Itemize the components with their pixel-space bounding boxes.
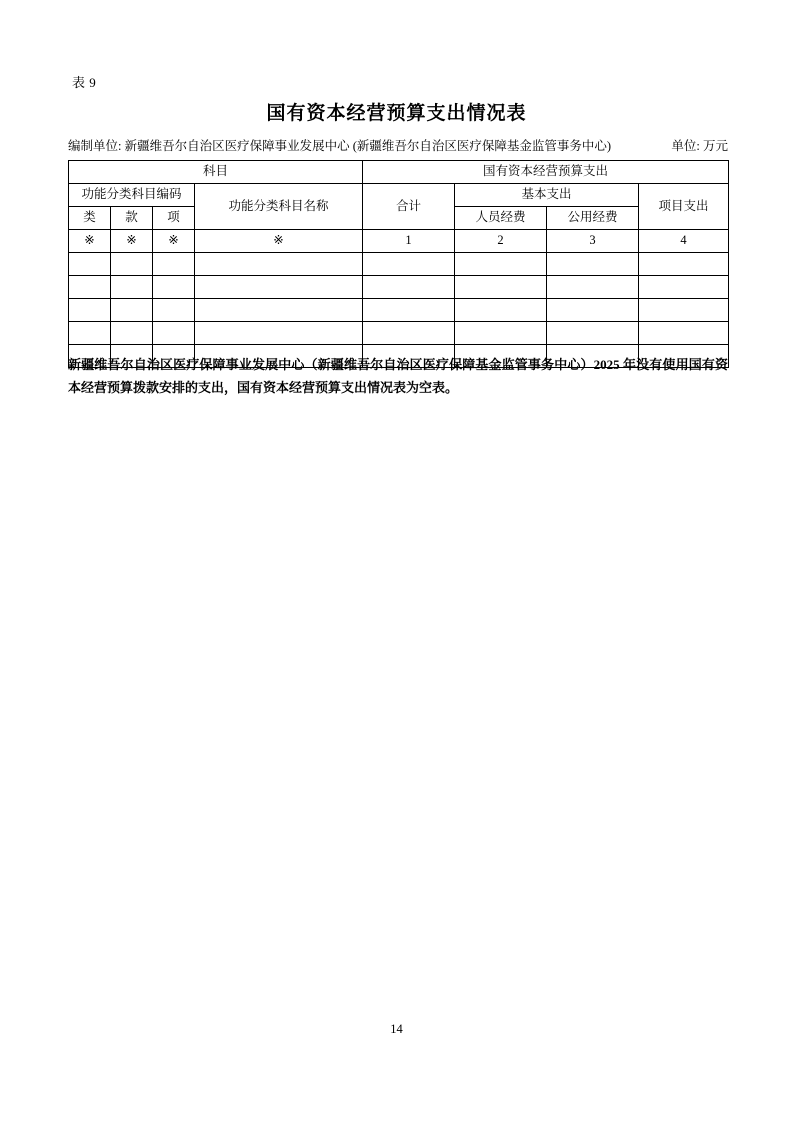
header-basic-expenditure: 基本支出 xyxy=(455,184,639,207)
cell-kuan xyxy=(111,299,153,322)
compiler-unit: 编制单位: 新疆维吾尔自治区医疗保障事业发展中心 (新疆维吾尔自治区医疗保障基金监管事务中心) xyxy=(68,139,612,153)
header-code-lei: 类 xyxy=(69,207,111,230)
cell-project xyxy=(639,276,729,299)
number-subject-name: ※ xyxy=(195,230,363,253)
cell-total xyxy=(363,253,455,276)
table-row xyxy=(69,253,729,276)
cell-project xyxy=(639,299,729,322)
cell-subject-name xyxy=(195,276,363,299)
table-row xyxy=(69,276,729,299)
page-title: 国有资本经营预算支出情况表 xyxy=(266,103,527,124)
cell-xiang xyxy=(153,253,195,276)
table-label: 表 9 xyxy=(72,75,97,90)
cell-kuan xyxy=(111,276,153,299)
cell-kuan xyxy=(111,253,153,276)
cell-xiang xyxy=(153,322,195,345)
cell-personnel xyxy=(455,276,547,299)
cell-total xyxy=(363,276,455,299)
cell-lei xyxy=(69,276,111,299)
table-header-row-2 xyxy=(69,184,729,207)
page-number: 14 xyxy=(390,1022,403,1036)
number-lei: ※ xyxy=(69,230,111,253)
cell-public xyxy=(547,276,639,299)
cell-total xyxy=(363,299,455,322)
cell-lei xyxy=(69,253,111,276)
number-personnel: 2 xyxy=(455,230,547,253)
cell-subject-name xyxy=(195,322,363,345)
cell-public xyxy=(547,322,639,345)
header-public-expense: 公用经费 xyxy=(547,207,639,230)
cell-kuan xyxy=(111,322,153,345)
cell-personnel xyxy=(455,322,547,345)
cell-total xyxy=(363,322,455,345)
number-xiang: ※ xyxy=(153,230,195,253)
cell-personnel xyxy=(455,253,547,276)
header-code-kuan: 款 xyxy=(111,207,153,230)
table-note: 新疆维吾尔自治区医疗保障事业发展中心（新疆维吾尔自治区医疗保障基金监管事务中心）2025 年没有使用国有资本经营预算拨款安排的支出，国有资本经营预算支出情况表为空表。 xyxy=(68,357,728,395)
cell-public xyxy=(547,299,639,322)
number-public: 3 xyxy=(547,230,639,253)
budget-table xyxy=(68,160,729,368)
table-header-row-1 xyxy=(69,161,729,184)
cell-xiang xyxy=(153,299,195,322)
header-personnel-expense: 人员经费 xyxy=(455,207,547,230)
table-row xyxy=(69,322,729,345)
table-column-number-row xyxy=(69,230,729,253)
header-code-group: 功能分类科目编码 xyxy=(69,184,195,207)
cell-lei xyxy=(69,322,111,345)
header-code-xiang: 项 xyxy=(153,207,195,230)
number-total: 1 xyxy=(363,230,455,253)
cell-subject-name xyxy=(195,253,363,276)
table-row xyxy=(69,299,729,322)
cell-subject-name xyxy=(195,299,363,322)
header-project-expenditure: 项目支出 xyxy=(639,184,729,230)
cell-project xyxy=(639,253,729,276)
cell-personnel xyxy=(455,299,547,322)
cell-lei xyxy=(69,299,111,322)
cell-public xyxy=(547,253,639,276)
header-group-state-capital: 国有资本经营预算支出 xyxy=(363,161,729,184)
header-total: 合计 xyxy=(363,184,455,230)
cell-project xyxy=(639,322,729,345)
number-project: 4 xyxy=(639,230,729,253)
header-group-subject: 科目 xyxy=(69,161,363,184)
header-subject-name: 功能分类科目名称 xyxy=(195,184,363,230)
unit-note: 单位: 万元 xyxy=(671,139,728,153)
cell-xiang xyxy=(153,276,195,299)
meta-row xyxy=(68,136,728,154)
number-kuan: ※ xyxy=(111,230,153,253)
